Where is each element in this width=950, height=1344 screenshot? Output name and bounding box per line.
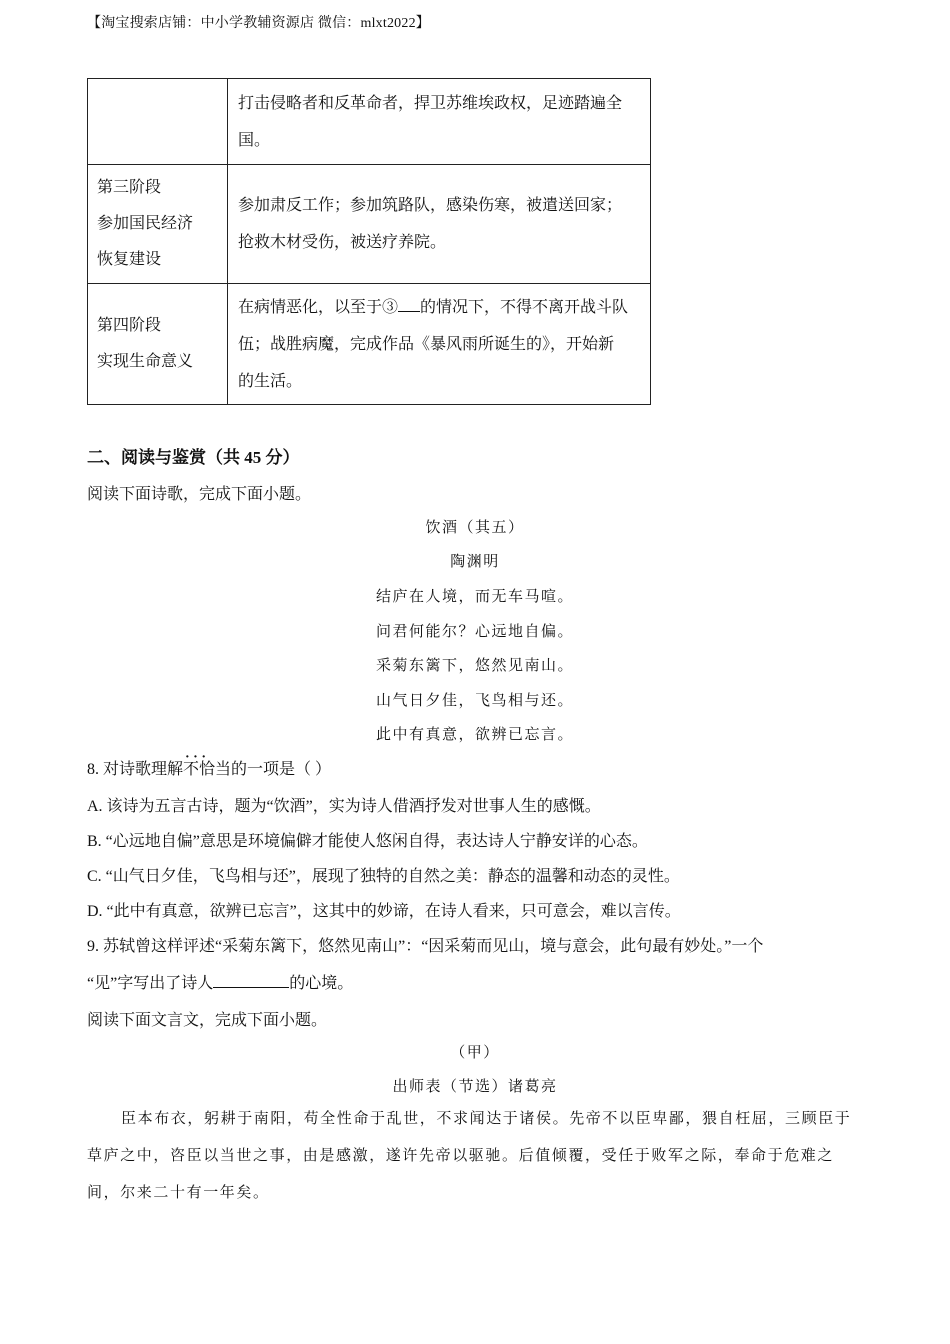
poem-line: 山气日夕佳，飞鸟相与还。 — [375, 693, 574, 709]
option-a[interactable]: A. 该诗为五言古诗，题为“饮酒”，实为诗人借酒抒发对世事人生的感慨。 — [87, 798, 601, 815]
poem-author: 陶渊明 — [450, 554, 500, 570]
stage-cell: 第三阶段 参加国民经济 恢复建设 — [88, 165, 228, 284]
section-title: 二、阅读与鉴赏（共 45 分） — [87, 448, 300, 467]
question-8-stem: 8. 对诗歌理解不恰当 · · ·的一项是（ ） — [87, 756, 331, 779]
option-c[interactable]: C. “山气日夕佳，飞鸟相与还”，展现了独特的自然之美：静态的温馨和动态的灵性。 — [87, 868, 680, 885]
stage-cell: 第四阶段 实现生命意义 — [88, 284, 228, 405]
stage-table — [87, 78, 651, 405]
table-row — [88, 284, 651, 405]
table-row — [88, 165, 651, 284]
stage-cell — [88, 79, 228, 165]
table-row — [88, 79, 651, 165]
prose-instruction: 阅读下面文言文，完成下面小题。 — [87, 1012, 328, 1029]
prose-label: （甲） — [450, 1045, 500, 1061]
prose-title: 出师表（节选）诸葛亮 — [392, 1079, 558, 1095]
poem-line: 此中有真意，欲辨已忘言。 — [375, 727, 574, 743]
question-9-line2: “见”字写出了诗人 的心境。 — [87, 975, 354, 992]
emphasis-text: 不恰当 · · · — [183, 761, 231, 778]
question-9-stem: 9. 苏轼曾这样评述“采菊东篱下，悠然见南山”：“因采菊而见山，境与意会，此句最有妙处。”一个 — [87, 938, 764, 955]
content-cell: 打击侵略者和反革命者，捍卫苏维埃政权，足迹踏遍全 国。 — [228, 79, 651, 165]
poem-line: 采菊东篱下，悠然见南山。 — [375, 658, 574, 674]
option-b[interactable]: B. “心远地自偏”意思是环境偏僻才能使人悠闲自得，表达诗人宁静安详的心态。 — [87, 833, 648, 850]
blank-marker: ③ — [382, 298, 399, 316]
prose-text: 臣本布衣，躬耕于南阳，苟全性命于乱世，不求闻达于诸侯。先帝不以臣卑鄙，猥自枉屈，三顾臣于草庐之中，咨臣以当世之事，由是感激，遂许先帝以驱驰。后值倾覆，受任于败军之际，奉命于危难之间，尔来二十有一年矣。 — [87, 1111, 852, 1201]
poem-instruction: 阅读下面诗歌，完成下面小题。 — [87, 486, 312, 503]
poem-title: 饮酒（其五） — [425, 520, 525, 536]
answer-blank[interactable] — [213, 986, 289, 988]
poem-line: 问君何能尔？心远地自偏。 — [375, 624, 574, 640]
option-d[interactable]: D. “此中有真意，欲辨已忘言”，这其中的妙谛，在诗人看来，只可意会，难以言传。 — [87, 903, 681, 920]
fill-blank[interactable] — [398, 310, 420, 312]
poem-line: 结庐在人境，而无车马喧。 — [375, 589, 574, 605]
content-cell: 参加肃反工作；参加筑路队，感染伤寒，被遣送回家； 抢救木材受伤，被送疗养院。 — [228, 165, 651, 284]
content-cell: 在病情恶化，以至于③ 的情况下，不得不离开战斗队 伍；战胜病魔，完成作品《暴风雨所诞生的》，开始新 的生活。 — [228, 284, 651, 405]
header-watermark: 【淘宝搜索店铺：中小学教辅资源店 微信：mlxt2022】 — [87, 16, 430, 31]
